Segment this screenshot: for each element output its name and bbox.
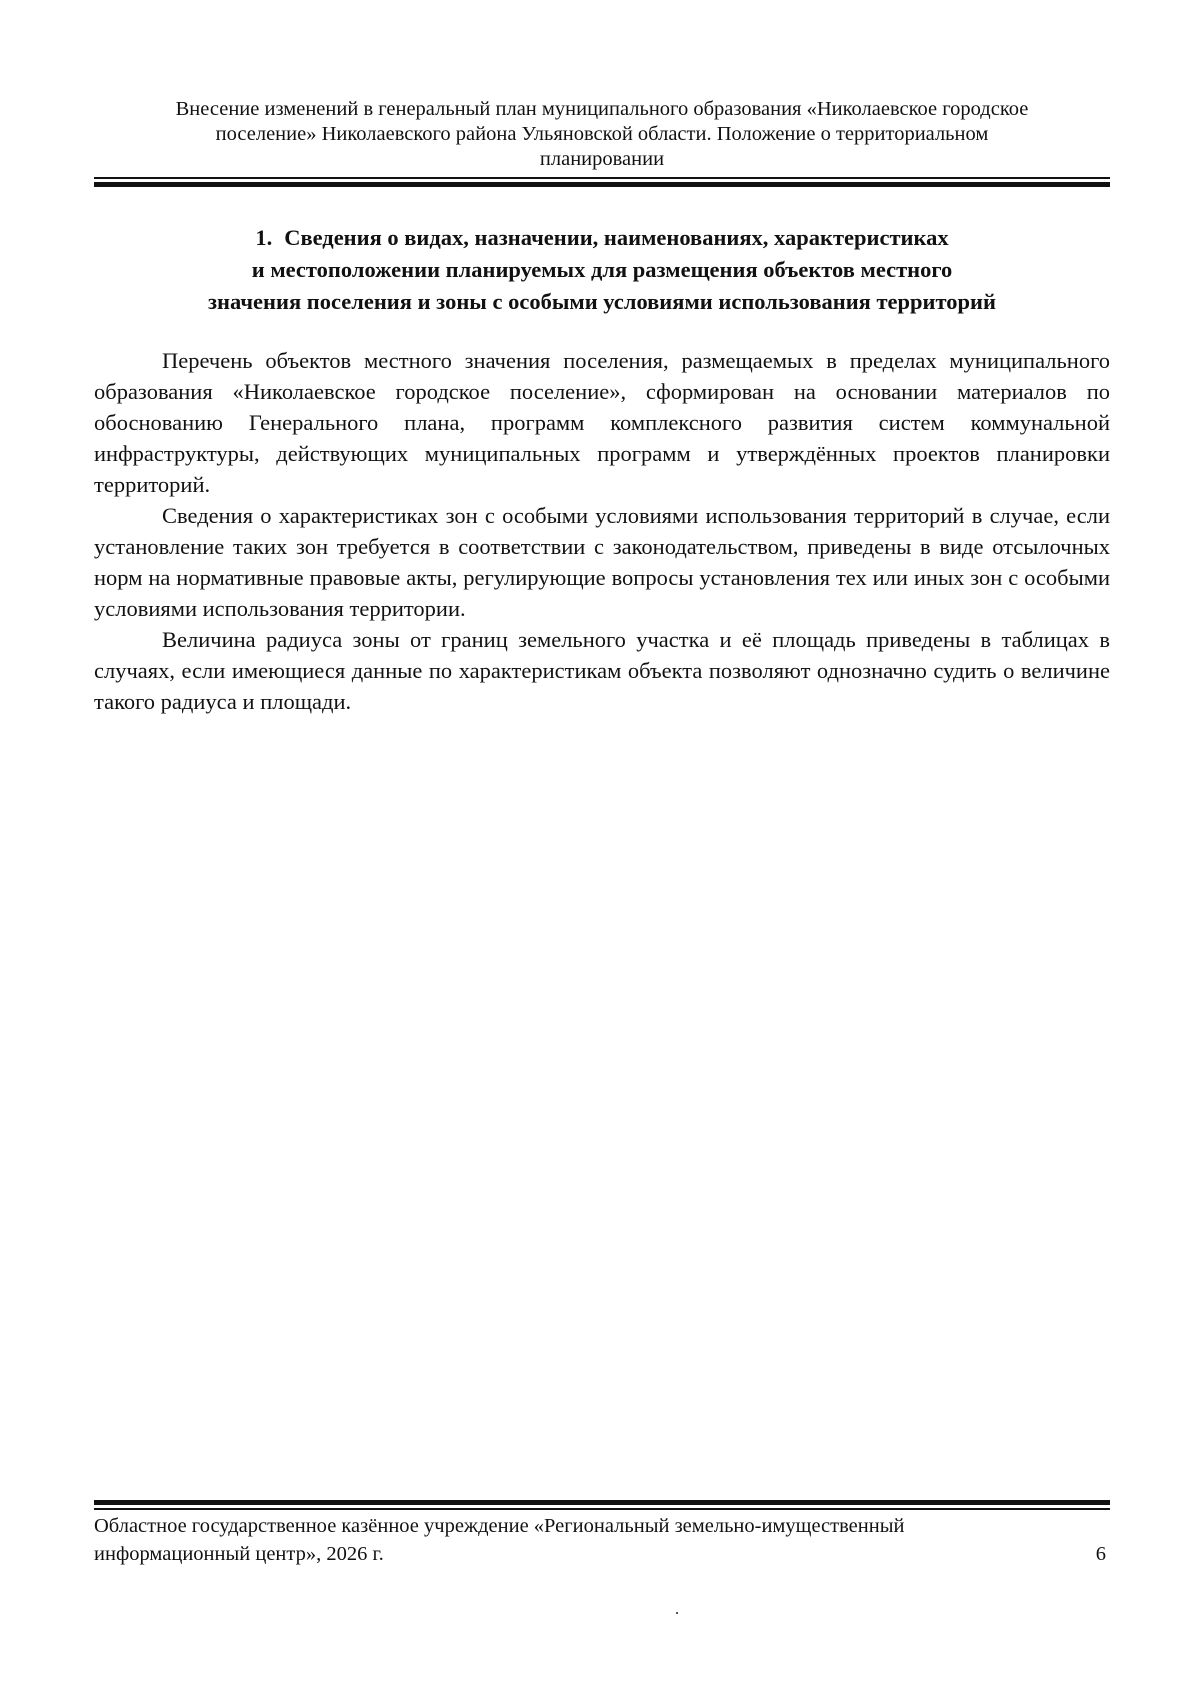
scan-artifact (676, 1612, 678, 1614)
section-heading-line-1 (94, 222, 1110, 254)
section-number: 1. (255, 225, 273, 250)
footer-rule-thick (94, 1500, 1110, 1505)
page-number: 6 (1095, 1543, 1106, 1565)
body-text (94, 345, 1110, 717)
paragraph-1: Перечень объектов местного значения поселения, размещаемых в пределах муниципального образования «Николаевское городское поселение», сформирован на основании материалов по обоснованию Генерального плана, программ комплексного развития систем коммунальной инфраструктуры, действующих муниципальных программ и утверждённых проектов планировки территорий. (94, 348, 1110, 497)
footer-text (94, 1512, 1034, 1568)
running-header-line-3: планировании (539, 148, 665, 170)
footer-line-1: Областное государственное казённое учреждение «Региональный земельно-имущественный (94, 1515, 905, 1537)
running-header-line-1: Внесение изменений в генеральный план муниципального образования «Николаевское городское (175, 98, 1029, 120)
footer-rule-thin (94, 1508, 1110, 1510)
running-header (94, 97, 1110, 172)
section-heading-text-1: Сведения о видах, назначении, наименованиях, характеристиках (284, 225, 949, 250)
section-heading-line-3: значения поселения и зоны с особыми условиями использования территорий (208, 289, 996, 314)
footer-line-2: информационный центр», 2026 г. (94, 1543, 384, 1565)
running-header-line-2: поселение» Николаевского района Ульяновской области. Положение о территориальном (215, 123, 989, 145)
header-rule-thin (94, 177, 1110, 179)
paragraph-2: Сведения о характеристиках зон с особыми условиями использования территорий в случае, если установление таких зон требуется в соответствии с законодательством, приведены в виде отсылочных норм на нормативные правовые акты, регулирующие вопросы установления тех или иных зон с особыми условиями использования территории. (94, 503, 1110, 621)
page-footer (94, 1512, 1110, 1568)
paragraph-3: Величина радиуса зоны от границ земельного участка и её площадь приведены в таблицах в случаях, если имеющиеся данные по характеристикам объекта позволяют однозначно судить о величине такого радиуса и площади. (94, 627, 1110, 714)
section-heading (94, 222, 1110, 318)
section-heading-line-2: и местоположении планируемых для размещения объектов местного (251, 257, 953, 282)
header-rule-thick (94, 182, 1110, 187)
